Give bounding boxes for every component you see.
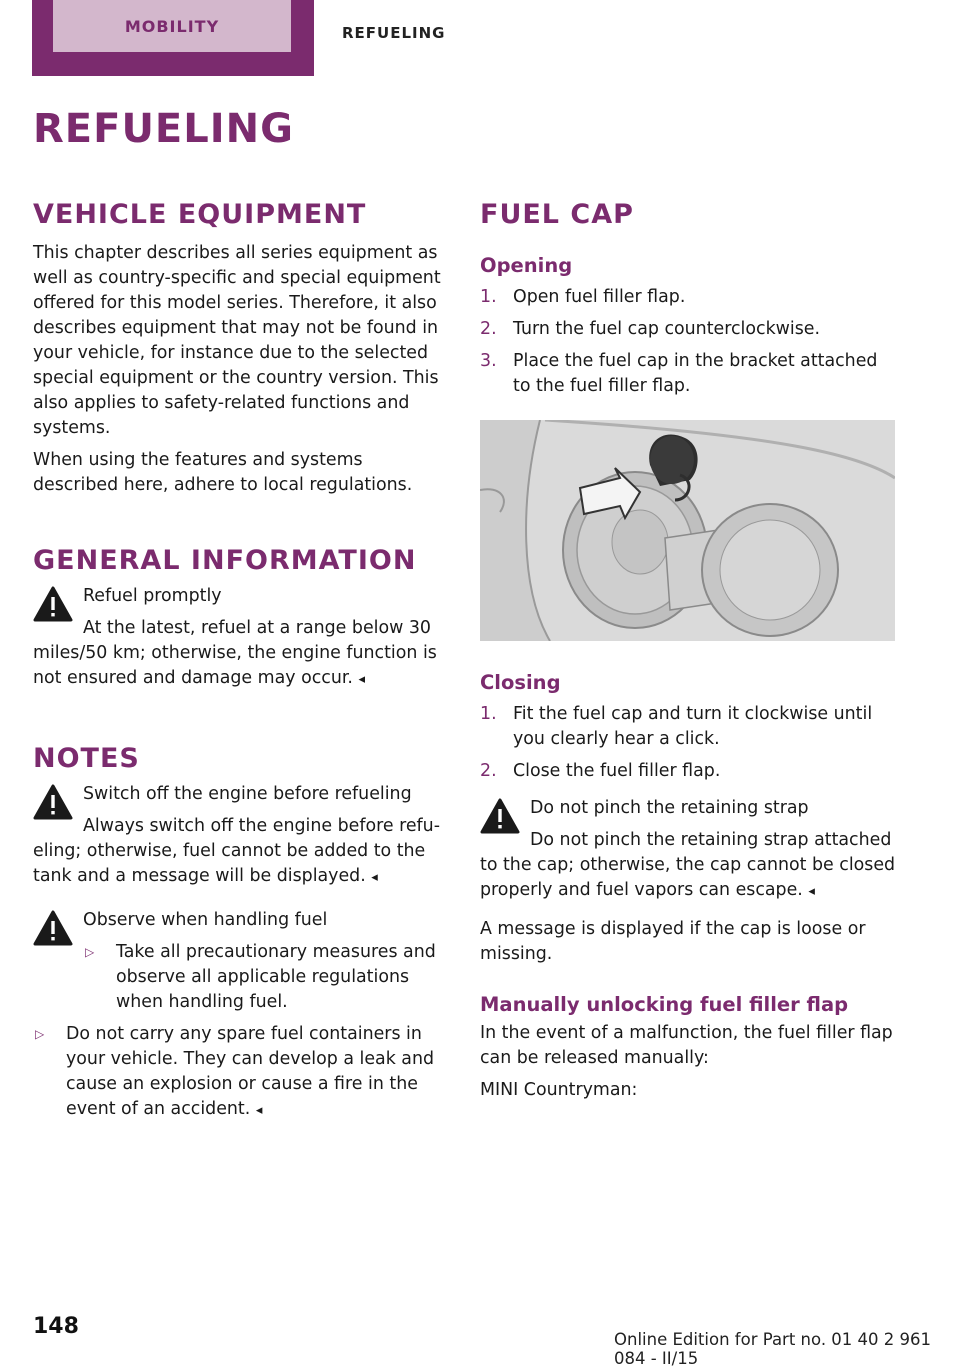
cap-message-text: A message is displayed if the cap is loose or missing. (480, 919, 866, 964)
retaining-strap-warning-title: Do not pinch the retaining strap (530, 798, 809, 818)
list-item: 2. Turn the fuel cap counterclockwise. (480, 319, 820, 339)
bullet-marker: ▷ (35, 1027, 45, 1041)
closing-steps (480, 702, 898, 784)
engine-off-warning-title: Switch off the engine before refueling (83, 784, 412, 804)
engine-off-warning (33, 782, 448, 890)
notes-heading: NOTES (33, 743, 140, 774)
warning-triangle-icon (33, 784, 73, 820)
warning-triangle-icon (480, 798, 520, 834)
fuel-cap-drawing (480, 420, 895, 641)
refuel-warning (33, 584, 448, 692)
handling-fuel-warning (33, 908, 448, 1123)
list-item: 1. Open fuel filler flap. (480, 287, 686, 307)
opening-steps (480, 285, 898, 399)
closing-heading: Closing (480, 671, 561, 694)
right-column (480, 196, 898, 1103)
general-information-heading: GENERAL INFORMATION (33, 545, 417, 576)
vehicle-equipment-para2: When using the features and systems described here, adhere to local regulations. (33, 450, 413, 495)
vehicle-equipment-heading: VEHICLE EQUIPMENT (33, 199, 367, 230)
footer-edition-text: Online Edition for Part no. 01 40 2 961 084 - II/15 (614, 1330, 932, 1368)
left-column (33, 196, 448, 1123)
fuel-cap-heading: FUEL CAP (480, 199, 634, 230)
handling-fuel-list-2 (33, 1022, 448, 1123)
section-tab-label: MOBILITY (53, 0, 291, 52)
list-item: 2. Close the fuel filler flap. (480, 761, 721, 781)
end-mark: ◂ (371, 870, 378, 885)
handling-fuel-list (33, 940, 448, 1015)
refuel-warning-body: At the latest, refuel at a range below 30 miles/50 km; otherwise, the engine function is not ensured and damage may occur. ◂ (33, 618, 437, 688)
section-tab (32, 0, 314, 76)
refuel-warning-title: Refuel promptly (83, 586, 222, 606)
list-item: 1. Fit the fuel cap and turn it clockwise until you clearly hear a click. (480, 704, 873, 749)
list-item: 3. Place the fuel cap in the bracket attached to the fuel filler flap. (480, 351, 878, 396)
manual-unlock-heading: Manually unlocking fuel filler flap (480, 993, 849, 1016)
vehicle-equipment-para1: This chapter describes all series equipment as well as country-specific and special equipment offered for this model series. Therefore, it also describes equipment that may not be found in your vehicle, for instance due to the selected special equipment or the country version. This also applies to safety-related functions and systems. (33, 243, 441, 438)
page-title: REFUELING (33, 106, 294, 152)
end-mark: ◂ (255, 1103, 263, 1118)
retaining-strap-warning (480, 796, 898, 904)
retaining-strap-warning-body: Do not pinch the retaining strap attached to the cap; otherwise, the cap cannot be closed properly and fuel vapors can escape. ◂ (480, 830, 896, 900)
warning-triangle-icon (33, 910, 73, 946)
bullet-marker: ▷ (85, 945, 95, 959)
page-number: 148 (33, 1314, 79, 1339)
fuel-cap-illustration (480, 420, 895, 641)
manual-unlock-text: In the event of a malfunction, the fuel filler flap can be released manually: (480, 1023, 893, 1068)
model-text: MINI Countryman: (480, 1080, 638, 1100)
engine-off-warning-body: Always switch off the engine before refueling; otherwise, fuel cannot be added to the tank and a message will be displayed. ◂ (33, 816, 440, 886)
warning-triangle-icon (33, 586, 73, 622)
handling-fuel-warning-title: Observe when handling fuel (83, 910, 328, 930)
list-item: ▷ Take all precautionary measures and observe all applicable regulations when handling fuel. (85, 942, 436, 1012)
opening-heading: Opening (480, 254, 573, 277)
end-mark: ◂ (358, 672, 365, 687)
list-item: ▷ Do not carry any spare fuel containers in your vehicle. They can develop a leak and cause an explosion or cause a fire in the event of an accident. ◂ (35, 1024, 435, 1119)
end-mark: ◂ (808, 884, 815, 899)
chapter-tab-label: REFUELING (342, 24, 446, 42)
